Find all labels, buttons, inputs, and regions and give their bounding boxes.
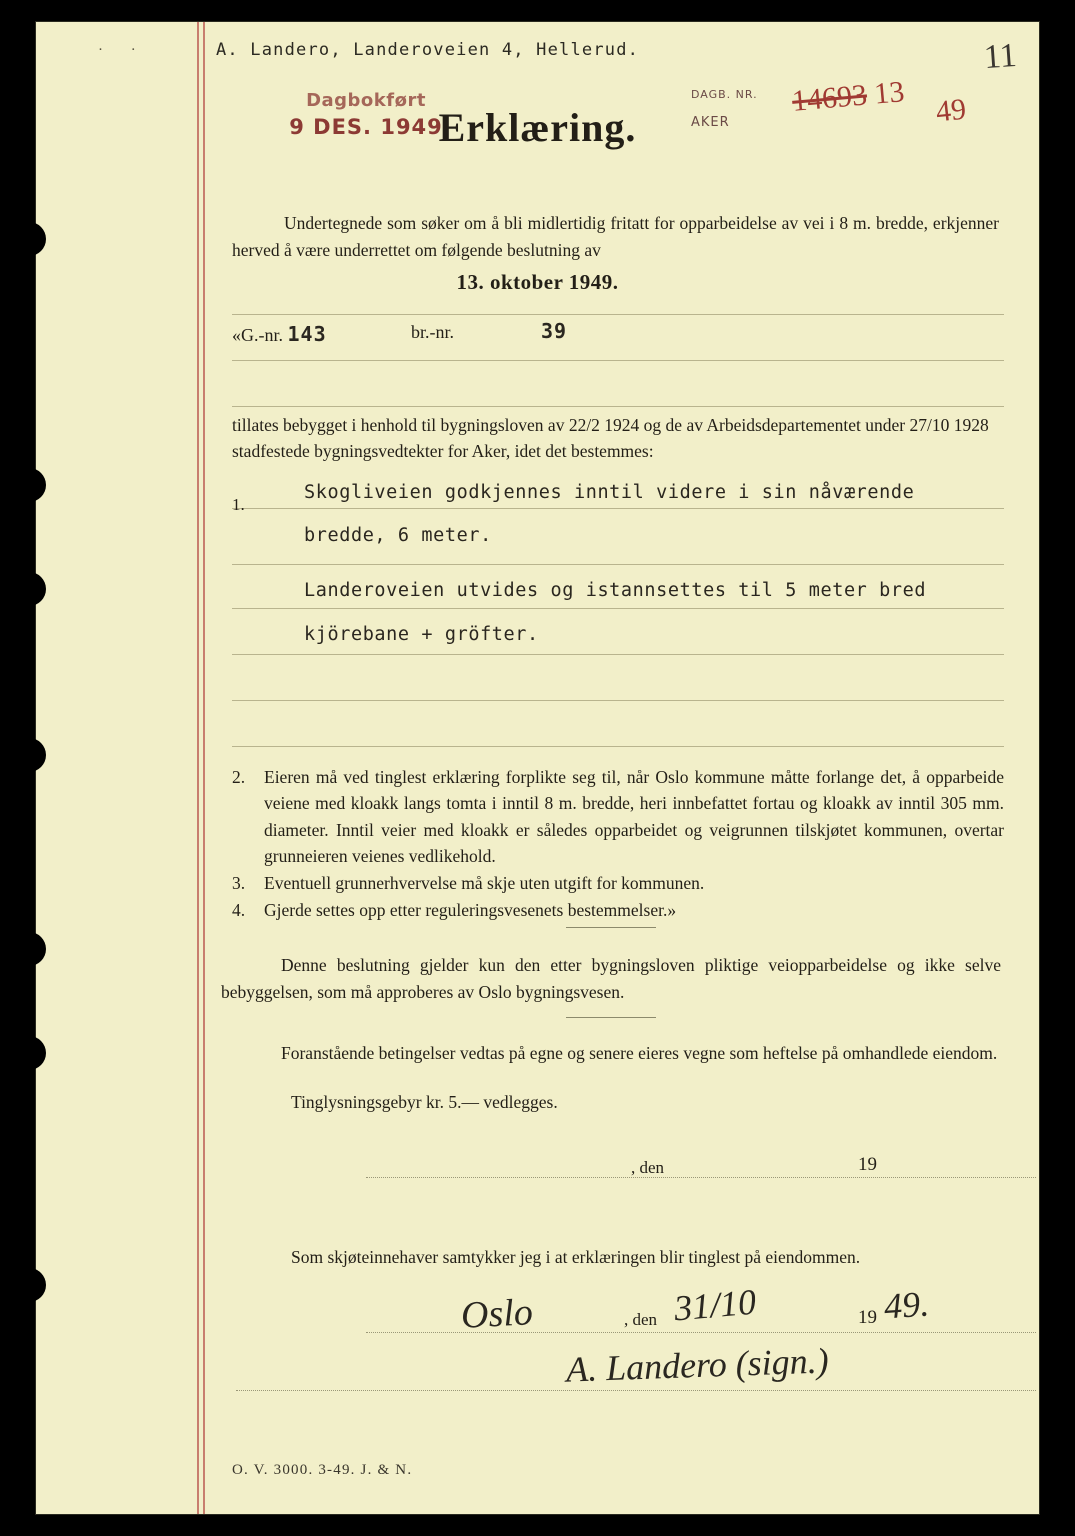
punch-hole xyxy=(12,738,46,772)
gnr-label xyxy=(232,322,327,346)
clause-number: 4. xyxy=(232,900,246,921)
form-rule-3 xyxy=(232,406,1004,407)
punch-hole xyxy=(12,1036,46,1070)
intro-text: Undertegnede som søker om å bli midlertidig fritatt for opparbeidelse av vei i 8 m. bredde, erkjenner herved å være underrettet om følgende beslutning av xyxy=(232,213,999,261)
punch-hole xyxy=(12,468,46,502)
clause-number: 2. xyxy=(232,767,246,787)
stamp-label: Dagbokført xyxy=(306,90,426,111)
fee-line: Tinglysningsgebyr kr. 5.— vedlegges. xyxy=(291,1092,558,1112)
dagbok-number-written: 13 xyxy=(872,75,906,111)
year-prefix-2: 19 xyxy=(858,1307,877,1328)
clause-text: Gjerde settes opp etter reguleringsvesenets bestemmelser.» xyxy=(264,900,677,921)
punch-hole xyxy=(12,1268,46,1302)
form-rule-7 xyxy=(232,654,1004,655)
handwritten-date: 31/10 xyxy=(672,1281,758,1329)
clause-item xyxy=(232,897,1004,923)
brnr-label: br.-nr. xyxy=(411,322,454,342)
page-number: 11 xyxy=(982,36,1019,77)
year-prefix-1: 19 xyxy=(858,1154,877,1175)
den-label-2: , den xyxy=(624,1310,658,1329)
handwritten-place: Oslo xyxy=(459,1291,534,1337)
intro-paragraph xyxy=(232,210,999,264)
dagbok-number-struck: 14693 xyxy=(790,78,869,118)
addressee-line: A. Landero, Landeroveien 4, Hellerud. xyxy=(216,40,640,60)
handwritten-signature: A. Landero (sign.) xyxy=(565,1340,830,1390)
den-label-1: , den xyxy=(631,1158,665,1177)
section-divider-1 xyxy=(566,927,656,928)
foranstaende-text: Foranstående betingelser vedtas på egne og senere eieres vegne som heftelse på omhandlede eiendom. xyxy=(281,1043,998,1063)
denne-paragraph xyxy=(221,952,1001,1006)
clause-number: 3. xyxy=(232,873,246,893)
document-content xyxy=(36,22,1039,1514)
handwritten-year: 49. xyxy=(882,1283,931,1327)
clause-item xyxy=(232,764,1004,869)
section-divider-2 xyxy=(566,1017,656,1018)
form-rule-4 xyxy=(232,508,1004,509)
gnr-value: 143 xyxy=(287,322,327,346)
decision-date: 13. oktober 1949. xyxy=(456,270,619,294)
page-title: Erklæring. xyxy=(438,105,637,150)
gnr-label-text: «G.-nr. xyxy=(232,325,283,345)
dagbok-label: DAGB. NR. xyxy=(691,88,758,101)
form-rule-6 xyxy=(232,608,1004,609)
clause-text: Eieren må ved tinglest erklæring forplikte seg til, når Oslo kommune måtte forlange det, å opparbeide veiene med kloakk langs tomta i inntil 8 m. bredde, heri innbefattet fortau og kloakk av inntil 305 mm. diameter. Inntil veier med kloakk er således opparbeidet og veigrunnen tilskjøtet kommunen, overtar grunneieren veienes vedlikehold. xyxy=(264,767,1004,866)
edge-marks: · · xyxy=(98,42,148,58)
form-rule-5 xyxy=(232,564,1004,565)
typed-line-1: Skogliveien godkjennes inntil videre i sin nåværende xyxy=(304,482,915,503)
form-rule-1 xyxy=(232,314,1004,315)
brnr-value: 39 xyxy=(541,319,568,343)
form-rule-9 xyxy=(232,746,1004,747)
consent-paragraph: Som skjøteinnehaver samtykker jeg i at erklæringen blir tinglest på eiendommen. xyxy=(291,1247,861,1267)
form-footer-code: O. V. 3000. 3-49. J. & N. xyxy=(232,1462,413,1478)
form-rule-8 xyxy=(232,700,1004,701)
denne-text: Denne beslutning gjelder kun den etter bygningsloven pliktige veiopparbeidelse og ikke selve bebyggelsen, som må approberes av Oslo bygningsvesen. xyxy=(221,955,1001,1003)
typed-clause-number: 1. xyxy=(232,495,245,514)
signature-line-3 xyxy=(236,1390,1036,1391)
clause-text: Eventuell grunnerhvervelse må skje uten utgift for kommunen. xyxy=(264,873,705,893)
form-rule-2 xyxy=(232,360,1004,361)
clause-item xyxy=(232,870,1004,896)
tillates-paragraph: tillates bebygget i henhold til bygningsloven av 22/2 1924 og de av Arbeidsdepartementet under 27/10 1928 stadfestede bygningsvedtekter for Aker, idet det bestemmes: xyxy=(232,415,989,462)
document-page xyxy=(36,22,1039,1514)
punch-hole xyxy=(12,932,46,966)
punch-hole xyxy=(12,572,46,606)
dagbok-year: 49 xyxy=(934,92,968,129)
foranstaende-paragraph xyxy=(221,1040,1001,1067)
clause-list xyxy=(232,764,1004,925)
stamp-date: 9 DES. 1949 xyxy=(289,115,443,139)
dagbok-office: AKER xyxy=(691,115,730,130)
signature-line-1 xyxy=(366,1177,1036,1178)
punch-hole xyxy=(12,222,46,256)
typed-line-3: Landeroveien utvides og istannsettes til 5 meter bred xyxy=(304,580,927,601)
typed-line-4: kjörebane + gröfter. xyxy=(304,624,539,645)
typed-line-2: bredde, 6 meter. xyxy=(304,525,492,546)
